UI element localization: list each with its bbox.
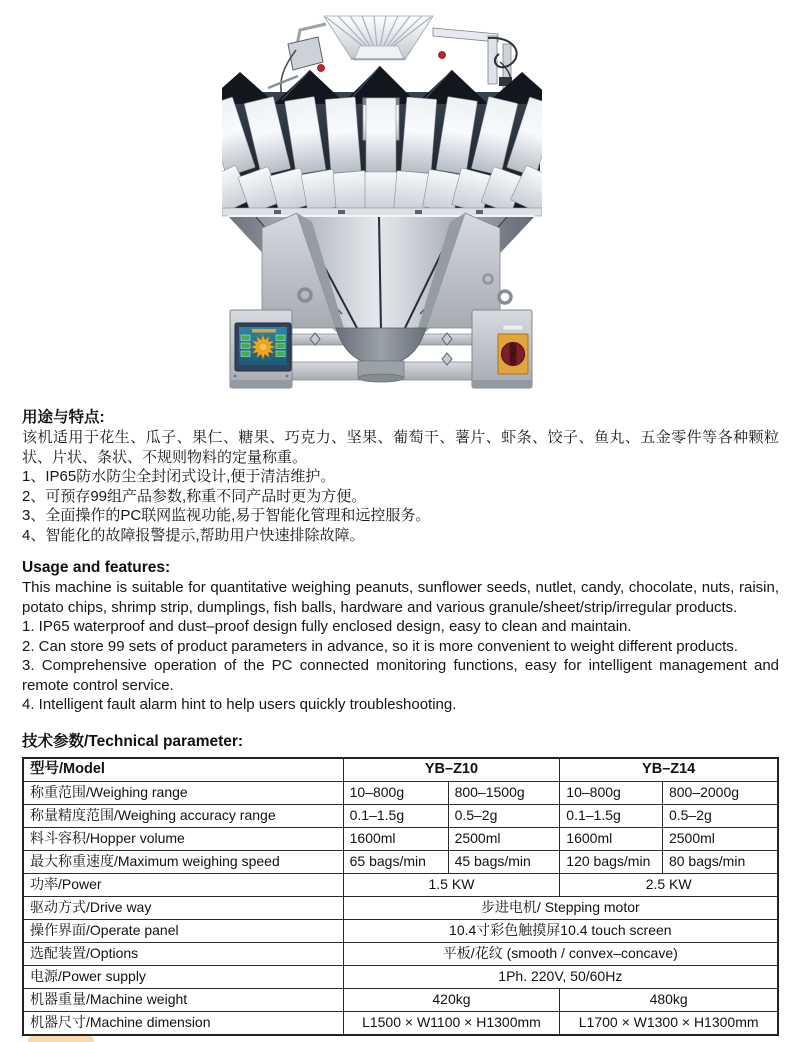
param-value: 420kg [343, 988, 560, 1011]
text-line: remote control service. [22, 676, 174, 694]
power-box [472, 310, 532, 388]
param-label: 最大称重速度/Maximum weighing speed [23, 850, 343, 873]
text-line: potato chips, shrimp strip, dumplings, fish balls, hardware and various granule/sheet/strip/irregular products. [22, 598, 738, 616]
partial-logo [28, 1036, 94, 1042]
text-line: 2. Can store 99 sets of product parameters in advance, so it is more convenient to weight different products. [22, 637, 738, 655]
text-line: 3、全面操作的PC联网监视功能,易于智能化管理和远控服务。 [22, 507, 431, 524]
model-cell: YB–Z14 [560, 758, 778, 782]
param-label: 称量精度范围/Weighing accuracy range [23, 804, 343, 827]
usage-en-title: Usage and features: [22, 559, 171, 576]
param-value: 平板/花纹 (smooth / convex–concave) [343, 942, 778, 965]
param-value: 45 bags/min [448, 850, 560, 873]
param-value: 1600ml [343, 827, 448, 850]
multihead-weigher-image [222, 4, 542, 396]
param-value: 0.5–2g [662, 804, 778, 827]
param-value: 10–800g [560, 781, 663, 804]
param-value: 80 bags/min [662, 850, 778, 873]
text-line: 1、IP65防水防尘全封闭式设计,便于清洁维护。 [22, 468, 336, 485]
table-row [23, 850, 778, 873]
param-value: 0.1–1.5g [560, 804, 663, 827]
param-value: 800–2000g [662, 781, 778, 804]
param-value: 65 bags/min [343, 850, 448, 873]
model-label-cell: 型号/Model [23, 758, 343, 782]
param-label: 驱动方式/Drive way [23, 896, 343, 919]
text-line: 1. IP65 waterproof and dust–proof design fully enclosed design, easy to clean and maintain. [22, 618, 632, 635]
table-row [23, 827, 778, 850]
param-value: 2500ml [448, 827, 560, 850]
table-row [23, 942, 778, 965]
param-value: 1Ph. 220V, 50/60Hz [343, 965, 778, 988]
control-box [230, 310, 292, 388]
param-label: 称重范围/Weighing range [23, 781, 343, 804]
param-value: 步进电机/ Stepping motor [343, 896, 778, 919]
param-value: 0.1–1.5g [343, 804, 448, 827]
param-value: L1700 × W1300 × H1300mm [560, 1011, 778, 1035]
technical-parameter-table [22, 757, 779, 1036]
param-label: 机器重量/Machine weight [23, 988, 343, 1011]
section-technical-parameters [22, 732, 779, 1036]
table-row [23, 1011, 778, 1035]
product-photo [222, 4, 542, 396]
text-line: 状、片状、条状、不规则物料的定量称重。 [22, 448, 308, 466]
param-value: 120 bags/min [560, 850, 663, 873]
sensor-light-icon [439, 52, 446, 59]
text-line: This machine is suitable for quantitative weighing peanuts, sunflower seeds, nutlet, candy, chocolate, nuts, raisin, [22, 579, 779, 596]
section-usage-cn [22, 408, 779, 545]
param-value: 480kg [560, 988, 778, 1011]
table-row [23, 781, 778, 804]
model-cell: YB–Z10 [343, 758, 560, 782]
param-value: 1600ml [560, 827, 663, 850]
table-row [23, 896, 778, 919]
param-value: 0.5–2g [448, 804, 560, 827]
usage-cn-title: 用途与特点: [22, 409, 105, 426]
param-value: L1500 × W1100 × H1300mm [343, 1011, 560, 1035]
text-line: 该机适用于花生、瓜子、果仁、糖果、巧克力、坚果、葡萄干、薯片、虾条、饺子、鱼丸、五金零件等各种颗粒 [22, 429, 779, 446]
table-row [23, 873, 778, 896]
param-value: 2.5 KW [560, 873, 778, 896]
text-line: 3. Comprehensive operation of the PC connected monitoring functions, easy for intelligent management and [22, 657, 779, 674]
param-value: 10–800g [343, 781, 448, 804]
table-row [23, 919, 778, 942]
tech-title: 技术参数/Technical parameter: [22, 732, 244, 750]
param-value: 10.4寸彩色触摸屏10.4 touch screen [343, 919, 778, 942]
text-line: 4、智能化的故障报警提示,帮助用户快速排除故障。 [22, 526, 365, 544]
param-value: 800–1500g [448, 781, 560, 804]
param-label: 选配装置/Options [23, 942, 343, 965]
section-usage-en [22, 558, 779, 715]
page-content [22, 408, 779, 1036]
text-line: 2、可预存99组产品参数,称重不同产品时更为方便。 [22, 487, 367, 505]
param-label: 料斗容积/Hopper volume [23, 827, 343, 850]
feeder-fan-icon [324, 16, 433, 60]
param-value: 2500ml [662, 827, 778, 850]
table-row [23, 804, 778, 827]
param-label: 电源/Power supply [23, 965, 343, 988]
param-label: 操作界面/Operate panel [23, 919, 343, 942]
table-header-row [23, 758, 778, 782]
text-line: 4. Intelligent fault alarm hint to help users quickly troubleshooting. [22, 696, 457, 713]
param-label: 功率/Power [23, 873, 343, 896]
sensor-light-icon [318, 65, 325, 72]
param-value: 1.5 KW [343, 873, 560, 896]
table-row [23, 965, 778, 988]
table-row [23, 988, 778, 1011]
param-label: 机器尺寸/Machine dimension [23, 1011, 343, 1035]
